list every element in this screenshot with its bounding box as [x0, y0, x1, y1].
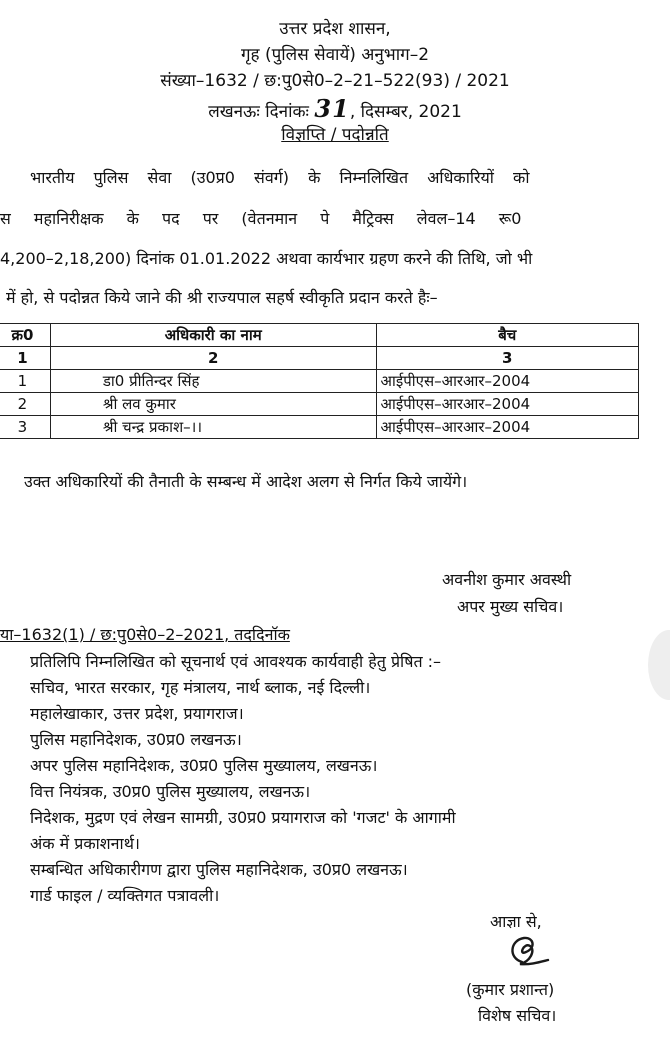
row-batch: आईपीएस–आरआर–2004 — [376, 370, 638, 393]
copy-recipient: सम्बन्धित अधिकारीगण द्वारा पुलिस महानिदेशक, उ0प्र0 लखनऊ। — [30, 860, 408, 879]
row-serial: 1 — [0, 370, 50, 393]
table-header-row — [0, 324, 639, 347]
column-number: 1 — [0, 347, 50, 370]
signatory-designation: विशेष सचिव। — [478, 1006, 557, 1025]
date-prefix: लखनऊः दिनांकः — [208, 102, 309, 122]
copy-intro: प्रतिलिपि निम्नलिखित को सूचनार्थ एवं आवश्यक कार्यवाही हेतु प्रेषित :– — [30, 652, 442, 671]
date-line — [0, 94, 670, 123]
row-serial: 2 — [0, 393, 50, 416]
signatory-name: अवनीश कुमार अवस्थी — [442, 570, 572, 589]
reference-number: संख्या–1632 / छ:पु0से0–2–21–522(93) / 2021 — [160, 71, 510, 91]
table-row — [0, 393, 639, 416]
govt-title: उत्तर प्रदेश शासन, — [279, 19, 391, 39]
copy-recipient: महालेखाकार, उत्तर प्रदेश, प्रयागराज। — [30, 704, 244, 723]
header-serial: क्र0 — [0, 324, 50, 347]
paragraph-line-1 — [30, 166, 640, 188]
column-number-row — [0, 347, 639, 370]
row-officer-name: श्री चन्द्र प्रकाश–।। — [50, 416, 376, 439]
row-batch: आईपीएस–आरआर–2004 — [376, 416, 638, 439]
paragraph-line-2: स महानिरीक्षक के पद पर (वेतनमान पे मैट्रिक्स लेवल–14 रू0 — [0, 209, 522, 228]
scan-edge-shadow — [648, 630, 670, 700]
table-row — [0, 370, 639, 393]
table-row — [0, 416, 639, 439]
signatory-name: (कुमार प्रशान्त) — [466, 980, 555, 999]
row-serial: 3 — [0, 416, 50, 439]
handwritten-signature — [500, 932, 556, 972]
copy-recipient: वित्त नियंत्रक, उ0प्र0 पुलिस मुख्यालय, लखनऊ। — [30, 782, 311, 801]
copy-recipient: सचिव, भारत सरकार, गृह मंत्रालय, नार्थ ब्लाक, नई दिल्ली। — [30, 678, 371, 697]
posting-note: उक्त अधिकारियों की तैनाती के सम्बन्ध में आदेश अलग से निर्गत किये जायेंगे। — [24, 472, 468, 491]
notification-title: विज्ञप्ति / पदोन्नति — [281, 125, 389, 145]
paragraph-line-4: में हो, से पदोन्नत किये जाने की श्री राज्यपाल सहर्ष स्वीकृति प्रदान करते हैः– — [6, 288, 438, 307]
by-order-text: आज्ञा से, — [490, 912, 542, 931]
date-suffix: , दिसम्बर, 2021 — [349, 102, 462, 122]
row-officer-name: श्री लव कुमार — [50, 393, 376, 416]
column-number: 2 — [50, 347, 376, 370]
copy-recipient: अपर पुलिस महानिदेशक, उ0प्र0 पुलिस मुख्यालय, लखनऊ। — [30, 756, 378, 775]
header-batch: बैच — [376, 324, 638, 347]
header-officer-name: अधिकारी का नाम — [50, 324, 376, 347]
signatory-designation: अपर मुख्य सचिव। — [457, 597, 564, 616]
paragraph-line-3: 4,200–2,18,200) दिनांक 01.01.2022 अथवा कार्यभार ग्रहण करने की तिथि, जो भी — [0, 249, 533, 268]
paragraph-text-1: भारतीय पुलिस सेवा (उ0प्र0 संवर्ग) के निम्नलिखित अधिकारियों को — [30, 168, 530, 187]
copy-recipient: गार्ड फाइल / व्यक्तिगत पत्रावली। — [30, 886, 220, 905]
date-day-handwritten: 31 — [314, 94, 350, 123]
column-number: 3 — [376, 347, 638, 370]
copy-recipient: निदेशक, मुद्रण एवं लेखन सामग्री, उ0प्र0 प्रयागराज को 'गजट' के आगामी — [30, 808, 456, 827]
officers-table — [0, 323, 639, 439]
department-line: गृह (पुलिस सेवायें) अनुभाग–2 — [240, 45, 430, 65]
copy-reference-number: या–1632(1) / छ:पु0से0–2–2021, तददिनॉक — [0, 625, 290, 644]
row-officer-name: डा0 प्रीतिन्दर सिंह — [50, 370, 376, 393]
copy-recipient: अंक में प्रकाशनार्थ। — [30, 834, 140, 853]
copy-recipient: पुलिस महानिदेशक, उ0प्र0 लखनऊ। — [30, 730, 242, 749]
row-batch: आईपीएस–आरआर–2004 — [376, 393, 638, 416]
